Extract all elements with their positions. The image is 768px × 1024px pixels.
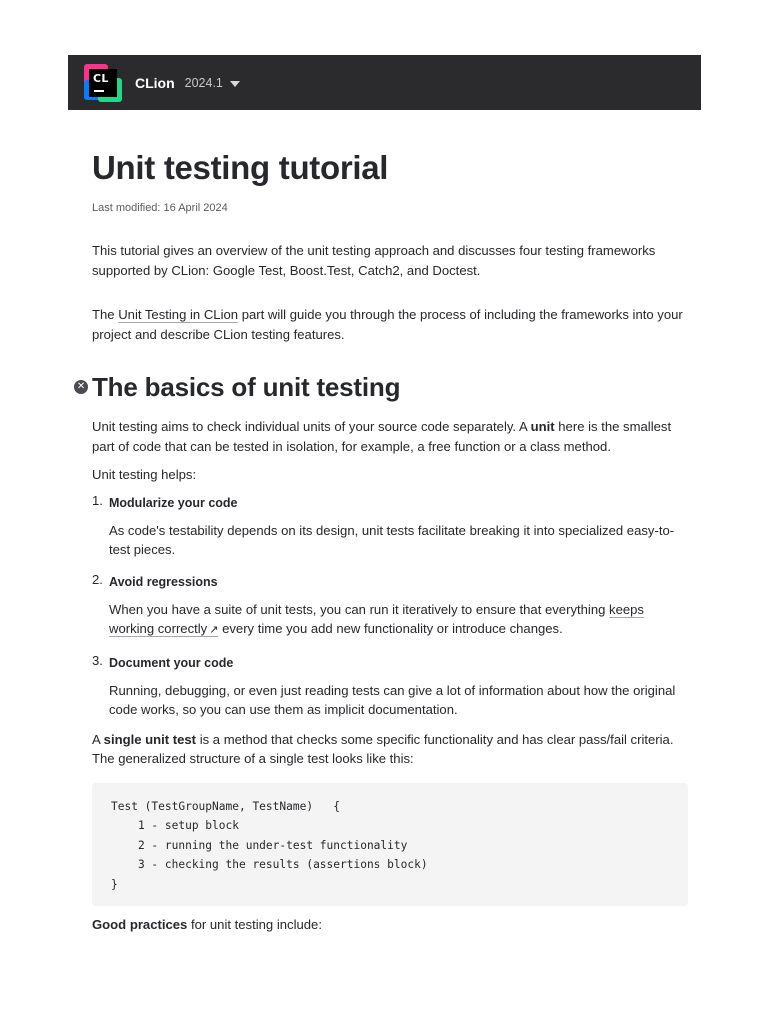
logo-underscore xyxy=(94,90,104,92)
clion-logo[interactable] xyxy=(84,64,122,102)
single-test-pre: A xyxy=(92,731,104,747)
list-item xyxy=(92,491,688,560)
benefits-list xyxy=(92,491,688,720)
list-number: 2. xyxy=(92,571,103,587)
page-title: Unit testing tutorial xyxy=(92,149,389,186)
helps-intro: Unit testing helps: xyxy=(92,467,197,482)
good-practices-paragraph xyxy=(92,915,688,935)
intro-paragraph: This tutorial gives an overview of the unit testing approach and discusses four testing frameworks supported by CLion: Google Test, Boost.Test, Catch2, and Doctest. xyxy=(92,243,656,278)
list-item-body: As code's testability depends on its design, unit tests facilitate breaking it into specialized easy-to-test pieces. xyxy=(109,522,675,557)
external-link-icon: ↗ xyxy=(209,624,219,636)
regressions-text-pre: When you have a suite of unit tests, you can run it iteratively to ensure that everything xyxy=(109,601,610,617)
top-header xyxy=(68,55,701,110)
list-item-title: Document your code xyxy=(109,655,234,670)
last-modified: Last modified: 16 April 2024 xyxy=(92,202,228,214)
guide-paragraph xyxy=(92,305,688,344)
guide-text-pre: The xyxy=(92,307,119,322)
list-item-body: Running, debugging, or even just reading tests can give a lot of information about how the original code works, so you can use them as implicit documentation. xyxy=(109,682,676,717)
unit-term: unit xyxy=(530,419,555,434)
section-heading-text: The basics of unit testing xyxy=(92,372,401,402)
section-heading xyxy=(76,370,688,404)
unit-def-post: here is the smallest part of code that can be tested in isolation, for example, a free function or a class method. xyxy=(92,419,672,454)
good-practices-text: for unit testing include: xyxy=(187,917,322,932)
single-unit-test-term: single unit test xyxy=(103,731,197,747)
code-block[interactable]: Test (TestGroupName, TestName) { 1 - setup block 2 - running the under-test functionality 3 - checking the results (assertions block) } xyxy=(92,783,688,907)
list-number: 1. xyxy=(92,492,103,508)
chevron-down-icon xyxy=(230,81,240,87)
list-item xyxy=(92,651,688,720)
logo-text: CL xyxy=(93,71,109,85)
list-item-title: Avoid regressions xyxy=(109,574,218,589)
version-selector[interactable] xyxy=(185,76,240,90)
guide-text-post: part will guide you through the process of including the frameworks into your project and describe CLion testing features. xyxy=(92,307,683,342)
good-practices-term: Good practices xyxy=(92,917,188,932)
product-name[interactable]: CLion xyxy=(135,74,175,91)
logo-mark xyxy=(89,69,117,97)
list-number: 3. xyxy=(92,652,103,668)
unit-testing-in-clion-link[interactable]: Unit Testing in CLion xyxy=(118,307,239,322)
single-test-post: is a method that checks some specific functionality and has clear pass/fail criteria. The generalized structure of a single test looks like this: xyxy=(92,731,674,766)
list-item-title: Modularize your code xyxy=(109,495,238,510)
list-item-body xyxy=(109,600,688,641)
single-unit-test-paragraph xyxy=(92,730,688,769)
anchor-icon[interactable]: ✕ xyxy=(74,380,88,394)
unit-definition-paragraph xyxy=(92,417,688,456)
unit-def-pre: Unit testing aims to check individual units of your source code separately. A xyxy=(92,419,531,434)
keeps-working-link-text: keeps working correctly xyxy=(109,601,644,636)
version-label: 2024.1 xyxy=(184,75,223,90)
article-content xyxy=(76,140,688,935)
list-item xyxy=(92,570,688,641)
regressions-text-post: every time you add new functionality or introduce changes. xyxy=(218,621,563,636)
